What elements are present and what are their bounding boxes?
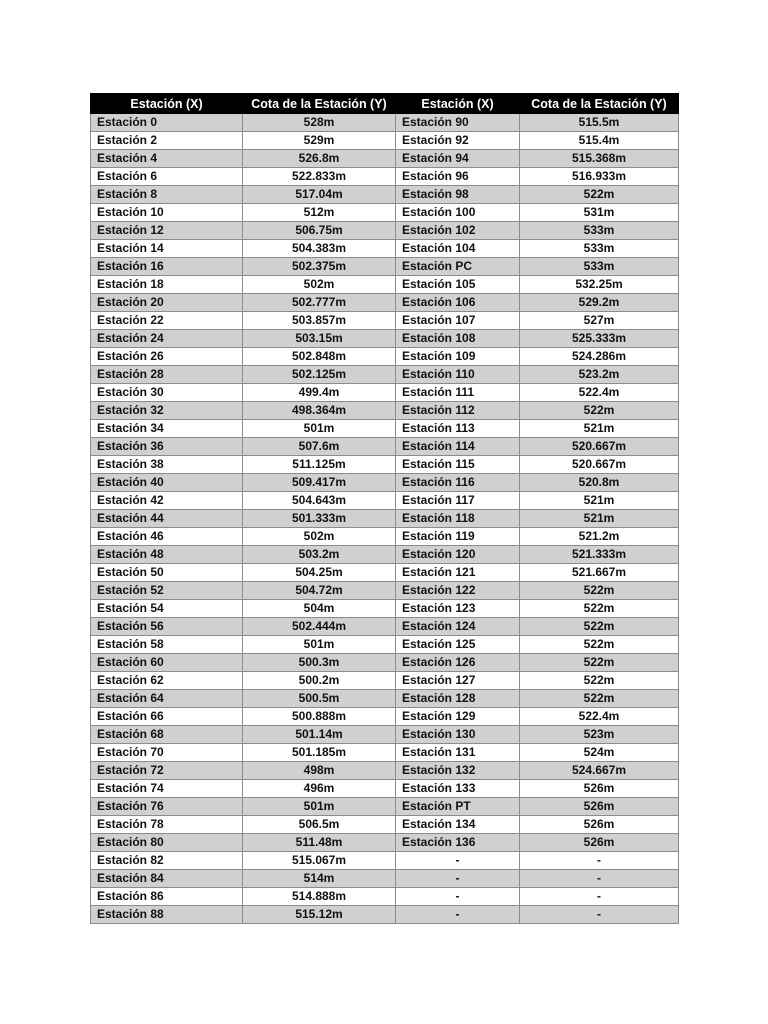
station-cell-left: Estación 72	[91, 762, 243, 780]
elevation-cell-left: 526.8m	[243, 150, 396, 168]
table-header	[91, 94, 679, 114]
elevation-cell-right: 533m	[520, 258, 679, 276]
station-cell-left: Estación 62	[91, 672, 243, 690]
station-cell-right: Estación 120	[396, 546, 520, 564]
elevation-cell-right: 522m	[520, 618, 679, 636]
station-cell-right: Estación PC	[396, 258, 520, 276]
table-row	[91, 366, 679, 384]
station-cell-right: Estación 128	[396, 690, 520, 708]
elevation-cell-right: 521.667m	[520, 564, 679, 582]
station-cell-right: Estación 104	[396, 240, 520, 258]
elevation-cell-right: 522m	[520, 636, 679, 654]
elevation-cell-left: 503.2m	[243, 546, 396, 564]
table-row	[91, 780, 679, 798]
elevation-cell-left: 502m	[243, 528, 396, 546]
elevation-cell-right: 522m	[520, 654, 679, 672]
table-row	[91, 384, 679, 402]
station-cell-left: Estación 74	[91, 780, 243, 798]
elevation-cell-left: 503.15m	[243, 330, 396, 348]
table-row	[91, 888, 679, 906]
station-cell-left: Estación 26	[91, 348, 243, 366]
elevation-cell-left: 500.2m	[243, 672, 396, 690]
station-cell-right: Estación 131	[396, 744, 520, 762]
table-row	[91, 528, 679, 546]
station-cell-right: Estación 119	[396, 528, 520, 546]
elevation-cell-right: 515.4m	[520, 132, 679, 150]
station-cell-right: Estación 102	[396, 222, 520, 240]
table-row	[91, 150, 679, 168]
elevation-cell-right: 532.25m	[520, 276, 679, 294]
elevation-cell-left: 502.125m	[243, 366, 396, 384]
elevation-cell-left: 509.417m	[243, 474, 396, 492]
table-row	[91, 834, 679, 852]
station-cell-right: Estación 129	[396, 708, 520, 726]
station-cell-right: Estación 115	[396, 456, 520, 474]
station-cell-left: Estación 54	[91, 600, 243, 618]
station-cell-right: Estación 92	[396, 132, 520, 150]
station-cell-right: Estación 106	[396, 294, 520, 312]
elevation-cell-left: 514.888m	[243, 888, 396, 906]
table-row	[91, 744, 679, 762]
header-station-x-right: Estación (X)	[396, 94, 520, 114]
elevation-cell-left: 501.185m	[243, 744, 396, 762]
station-cell-left: Estación 8	[91, 186, 243, 204]
header-elevation-y-left: Cota de la Estación (Y)	[243, 94, 396, 114]
station-cell-right: -	[396, 870, 520, 888]
table-row	[91, 204, 679, 222]
elevation-cell-left: 502.444m	[243, 618, 396, 636]
elevation-cell-left: 504.72m	[243, 582, 396, 600]
elevation-cell-right: 526m	[520, 798, 679, 816]
table-row	[91, 276, 679, 294]
table-row	[91, 132, 679, 150]
station-cell-right: Estación 122	[396, 582, 520, 600]
table-row	[91, 312, 679, 330]
elevation-cell-left: 506.75m	[243, 222, 396, 240]
elevation-cell-right: 521m	[520, 492, 679, 510]
elevation-cell-left: 504.643m	[243, 492, 396, 510]
station-cell-right: -	[396, 888, 520, 906]
station-cell-left: Estación 30	[91, 384, 243, 402]
table-row	[91, 618, 679, 636]
elevation-cell-left: 529m	[243, 132, 396, 150]
station-cell-right: Estación 116	[396, 474, 520, 492]
elevation-cell-left: 517.04m	[243, 186, 396, 204]
elevation-cell-left: 512m	[243, 204, 396, 222]
station-cell-right: Estación 126	[396, 654, 520, 672]
station-cell-right: Estación 114	[396, 438, 520, 456]
station-cell-left: Estación 70	[91, 744, 243, 762]
station-cell-left: Estación 64	[91, 690, 243, 708]
station-cell-left: Estación 38	[91, 456, 243, 474]
table-row	[91, 168, 679, 186]
elevation-cell-right: 522m	[520, 186, 679, 204]
station-cell-right: Estación 108	[396, 330, 520, 348]
station-cell-left: Estación 84	[91, 870, 243, 888]
station-cell-right: Estación 109	[396, 348, 520, 366]
elevation-cell-left: 504.383m	[243, 240, 396, 258]
station-cell-right: Estación 134	[396, 816, 520, 834]
station-cell-left: Estación 78	[91, 816, 243, 834]
station-cell-right: Estación 98	[396, 186, 520, 204]
elevation-cell-right: 520.667m	[520, 438, 679, 456]
station-cell-right: Estación 111	[396, 384, 520, 402]
elevation-cell-right: 522m	[520, 402, 679, 420]
elevation-cell-left: 502m	[243, 276, 396, 294]
table-row	[91, 798, 679, 816]
elevation-cell-right: 516.933m	[520, 168, 679, 186]
station-cell-left: Estación 0	[91, 114, 243, 132]
elevation-cell-left: 504m	[243, 600, 396, 618]
station-cell-left: Estación 40	[91, 474, 243, 492]
table-row	[91, 816, 679, 834]
header-row	[91, 94, 679, 114]
elevation-cell-left: 502.777m	[243, 294, 396, 312]
elevation-cell-right: 533m	[520, 222, 679, 240]
station-cell-left: Estación 32	[91, 402, 243, 420]
table-row	[91, 348, 679, 366]
table-row	[91, 708, 679, 726]
elevation-cell-left: 502.375m	[243, 258, 396, 276]
elevation-cell-left: 522.833m	[243, 168, 396, 186]
elevation-cell-right: 524m	[520, 744, 679, 762]
table-row	[91, 438, 679, 456]
elevation-cell-right: 521m	[520, 510, 679, 528]
elevation-cell-right: 520.667m	[520, 456, 679, 474]
table-row	[91, 726, 679, 744]
table-row	[91, 762, 679, 780]
elevation-cell-left: 500.888m	[243, 708, 396, 726]
elevation-cell-left: 503.857m	[243, 312, 396, 330]
station-cell-left: Estación 46	[91, 528, 243, 546]
station-cell-right: Estación 105	[396, 276, 520, 294]
elevation-cell-right: 522m	[520, 672, 679, 690]
elevation-cell-left: 528m	[243, 114, 396, 132]
elevation-cell-left: 515.12m	[243, 906, 396, 924]
station-cell-right: Estación PT	[396, 798, 520, 816]
station-cell-right: Estación 136	[396, 834, 520, 852]
elevation-cell-left: 501.333m	[243, 510, 396, 528]
elevation-cell-left: 501.14m	[243, 726, 396, 744]
elevation-cell-left: 502.848m	[243, 348, 396, 366]
station-cell-right: Estación 94	[396, 150, 520, 168]
station-cell-right: Estación 100	[396, 204, 520, 222]
station-cell-left: Estación 24	[91, 330, 243, 348]
elevation-cell-right: 531m	[520, 204, 679, 222]
elevation-cell-right: 521.2m	[520, 528, 679, 546]
elevation-cell-left: 511.125m	[243, 456, 396, 474]
station-cell-left: Estación 36	[91, 438, 243, 456]
elevation-cell-right: 522m	[520, 582, 679, 600]
elevation-cell-right: 523m	[520, 726, 679, 744]
table-row	[91, 906, 679, 924]
elevation-cell-right: 523.2m	[520, 366, 679, 384]
elevation-cell-right: 526m	[520, 834, 679, 852]
table-row	[91, 492, 679, 510]
table-body	[91, 114, 679, 924]
station-cell-left: Estación 22	[91, 312, 243, 330]
elevation-cell-right: 522m	[520, 600, 679, 618]
station-cell-left: Estación 82	[91, 852, 243, 870]
station-cell-left: Estación 14	[91, 240, 243, 258]
elevation-cell-right: -	[520, 852, 679, 870]
table-row	[91, 420, 679, 438]
station-cell-right: -	[396, 906, 520, 924]
elevation-cell-left: 511.48m	[243, 834, 396, 852]
table-row	[91, 330, 679, 348]
station-cell-left: Estación 28	[91, 366, 243, 384]
elevation-cell-right: 522m	[520, 690, 679, 708]
station-cell-left: Estación 68	[91, 726, 243, 744]
elevation-cell-right: 524.286m	[520, 348, 679, 366]
station-cell-right: Estación 133	[396, 780, 520, 798]
station-cell-right: Estación 107	[396, 312, 520, 330]
header-station-x-left: Estación (X)	[91, 94, 243, 114]
station-elevation-table	[90, 93, 679, 924]
station-cell-left: Estación 42	[91, 492, 243, 510]
station-cell-right: Estación 113	[396, 420, 520, 438]
station-cell-left: Estación 2	[91, 132, 243, 150]
table-row	[91, 294, 679, 312]
elevation-cell-left: 514m	[243, 870, 396, 888]
table-row	[91, 654, 679, 672]
station-cell-left: Estación 34	[91, 420, 243, 438]
table-row	[91, 474, 679, 492]
table-row	[91, 510, 679, 528]
station-cell-left: Estación 10	[91, 204, 243, 222]
table-row	[91, 258, 679, 276]
station-cell-right: -	[396, 852, 520, 870]
elevation-cell-right: -	[520, 870, 679, 888]
elevation-cell-right: 522.4m	[520, 384, 679, 402]
elevation-cell-right: 533m	[520, 240, 679, 258]
elevation-cell-left: 506.5m	[243, 816, 396, 834]
elevation-cell-right: 515.5m	[520, 114, 679, 132]
station-cell-right: Estación 96	[396, 168, 520, 186]
elevation-cell-right: -	[520, 906, 679, 924]
elevation-cell-left: 501m	[243, 420, 396, 438]
station-cell-right: Estación 121	[396, 564, 520, 582]
table-row	[91, 870, 679, 888]
station-cell-left: Estación 20	[91, 294, 243, 312]
station-cell-right: Estación 124	[396, 618, 520, 636]
table-row	[91, 114, 679, 132]
station-cell-left: Estación 44	[91, 510, 243, 528]
elevation-cell-left: 500.5m	[243, 690, 396, 708]
elevation-cell-left: 504.25m	[243, 564, 396, 582]
table-row	[91, 852, 679, 870]
elevation-cell-right: 526m	[520, 816, 679, 834]
table-row	[91, 546, 679, 564]
table-row	[91, 672, 679, 690]
station-cell-left: Estación 52	[91, 582, 243, 600]
elevation-cell-right: 526m	[520, 780, 679, 798]
station-cell-left: Estación 12	[91, 222, 243, 240]
station-cell-right: Estación 123	[396, 600, 520, 618]
station-cell-left: Estación 60	[91, 654, 243, 672]
table-row	[91, 240, 679, 258]
elevation-cell-right: 525.333m	[520, 330, 679, 348]
station-cell-left: Estación 76	[91, 798, 243, 816]
table-row	[91, 402, 679, 420]
station-cell-right: Estación 125	[396, 636, 520, 654]
station-cell-right: Estación 90	[396, 114, 520, 132]
elevation-cell-right: 522.4m	[520, 708, 679, 726]
station-cell-left: Estación 66	[91, 708, 243, 726]
elevation-cell-left: 515.067m	[243, 852, 396, 870]
elevation-cell-right: -	[520, 888, 679, 906]
station-cell-left: Estación 86	[91, 888, 243, 906]
table-row	[91, 456, 679, 474]
elevation-cell-left: 507.6m	[243, 438, 396, 456]
elevation-cell-right: 527m	[520, 312, 679, 330]
elevation-cell-left: 501m	[243, 636, 396, 654]
station-cell-left: Estación 4	[91, 150, 243, 168]
station-cell-left: Estación 6	[91, 168, 243, 186]
station-cell-left: Estación 80	[91, 834, 243, 852]
elevation-cell-right: 521.333m	[520, 546, 679, 564]
elevation-cell-left: 498.364m	[243, 402, 396, 420]
elevation-cell-right: 520.8m	[520, 474, 679, 492]
station-cell-right: Estación 117	[396, 492, 520, 510]
header-elevation-y-right: Cota de la Estación (Y)	[520, 94, 679, 114]
station-cell-left: Estación 16	[91, 258, 243, 276]
table-row	[91, 582, 679, 600]
table-row	[91, 222, 679, 240]
station-cell-left: Estación 88	[91, 906, 243, 924]
elevation-cell-right: 529.2m	[520, 294, 679, 312]
elevation-cell-right: 524.667m	[520, 762, 679, 780]
elevation-cell-left: 500.3m	[243, 654, 396, 672]
station-cell-right: Estación 112	[396, 402, 520, 420]
table-row	[91, 636, 679, 654]
elevation-cell-right: 515.368m	[520, 150, 679, 168]
station-cell-left: Estación 48	[91, 546, 243, 564]
elevation-cell-left: 499.4m	[243, 384, 396, 402]
station-cell-left: Estación 18	[91, 276, 243, 294]
elevation-cell-left: 496m	[243, 780, 396, 798]
station-cell-left: Estación 58	[91, 636, 243, 654]
elevation-cell-right: 521m	[520, 420, 679, 438]
station-cell-left: Estación 56	[91, 618, 243, 636]
station-cell-right: Estación 127	[396, 672, 520, 690]
elevation-cell-left: 498m	[243, 762, 396, 780]
elevation-cell-left: 501m	[243, 798, 396, 816]
table-row	[91, 186, 679, 204]
station-cell-right: Estación 130	[396, 726, 520, 744]
station-cell-right: Estación 118	[396, 510, 520, 528]
station-cell-right: Estación 110	[396, 366, 520, 384]
table-row	[91, 600, 679, 618]
station-cell-right: Estación 132	[396, 762, 520, 780]
table-row	[91, 564, 679, 582]
station-cell-left: Estación 50	[91, 564, 243, 582]
table-row	[91, 690, 679, 708]
